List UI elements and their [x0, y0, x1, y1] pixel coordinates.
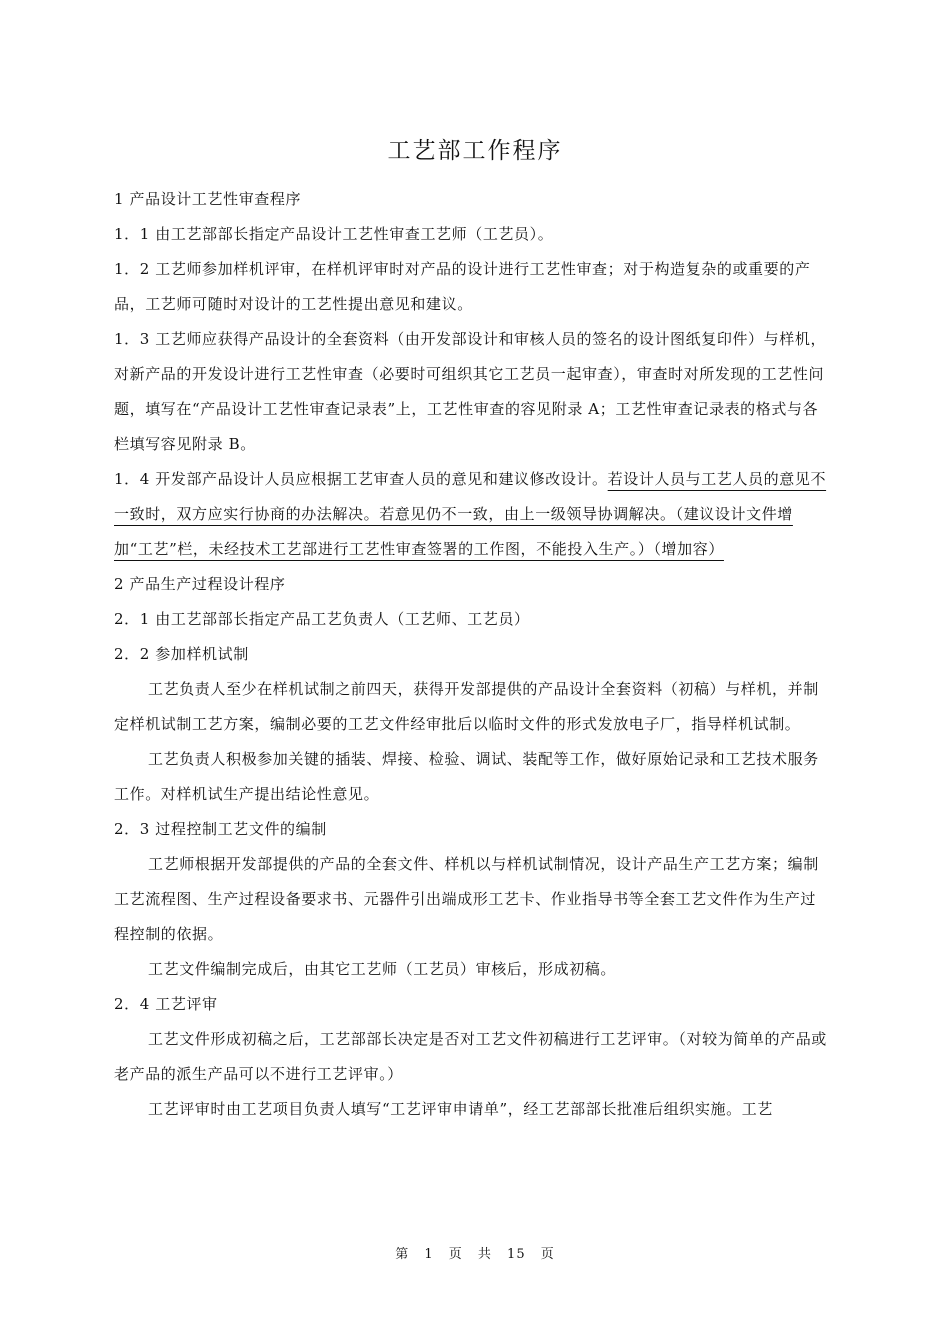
clause-2-4: 2．4 工艺评审 — [114, 995, 218, 1013]
clause-2-3-paragraph: 工艺师根据开发部提供的产品的全套文件、样机以与样机试制情况，设计产品生产工艺方案；编制工艺流程图、生产过程设备要求书、元器件引出端成形工艺卡、作业指导书等全套工艺文件作为生产过程控制的依据。 — [114, 855, 819, 943]
clause-2-2-paragraph: 工艺负责人积极参加关键的插装、焊接、检验、调试、装配等工作，做好原始记录和工艺技术服务工作。对样机试生产提出结论性意见。 — [114, 750, 819, 803]
clause-1-4-text: 1．4 开发部产品设计人员应根据工艺审查人员的意见和建议修改设计。 — [114, 470, 608, 488]
clause-2-4-paragraph: 工艺评审时由工艺项目负责人填写“工艺评审申请单”，经工艺部部长批准后组织实施。工艺 — [148, 1100, 773, 1118]
clause-2-3-paragraph: 工艺文件编制完成后，由其它工艺师（工艺员）审核后，形成初稿。 — [148, 960, 617, 978]
clause-2-2: 2．2 参加样机试制 — [114, 645, 249, 663]
section-heading-2: 2 产品生产过程设计程序 — [114, 575, 286, 593]
page-footer: 第 1 页 共 15 页 — [395, 1247, 555, 1262]
clause-2-4-paragraph: 工艺文件形成初稿之后，工艺部部长决定是否对工艺文件初稿进行工艺评审。（对较为简单的产品或老产品的派生产品可以不进行工艺评审。） — [114, 1030, 827, 1083]
section-heading-1: 1 产品设计工艺性审查程序 — [114, 190, 302, 208]
clause-2-2-paragraph: 工艺负责人至少在样机试制之前四天，获得开发部提供的产品设计全套资料（初稿）与样机，并制定样机试制工艺方案，编制必要的工艺文件经审批后以临时文件的形式发放电子厂，指导样机试制。 — [114, 680, 819, 733]
clause-1-4 — [114, 462, 830, 567]
clause-1-1: 1．1 由工艺部部长指定产品设计工艺性审查工艺师（工艺员）。 — [114, 225, 554, 243]
clause-1-2: 1．2 工艺师参加样机评审，在样机评审时对产品的设计进行工艺性审查；对于构造复杂的或重要的产品，工艺师可随时对设计的工艺性提出意见和建议。 — [114, 260, 811, 313]
document-body — [114, 182, 830, 1127]
page-title: 工艺部工作程序 — [387, 138, 563, 164]
clause-1-3: 1．3 工艺师应获得产品设计的全套资料（由开发部设计和审核人员的签名的设计图纸复印件）与样机，对新产品的开发设计进行工艺性审查（必要时可组织其它工艺员一起审查），审查时对所发现的工艺性问题，填写在“产品设计工艺性审查记录表”上，工艺性审查的容见附录 A；工艺性审查记录表的格式与各栏填写容见附录 B。 — [114, 330, 827, 453]
clause-2-1: 2．1 由工艺部部长指定产品工艺负责人（工艺师、工艺员） — [114, 610, 530, 628]
clause-2-3: 2．3 过程控制工艺文件的编制 — [114, 820, 327, 838]
clause-1-4-underlined-text: 若设计人员与工艺人员的意见不一致时，双方应实行协商的办法解决。若意见仍不一致，由上一级领导协调解决。（建议设计文件增加“工艺”栏，未经技术工艺部进行工艺性审查签署的工作图，不能投入生产。）（增加容） — [114, 470, 827, 558]
